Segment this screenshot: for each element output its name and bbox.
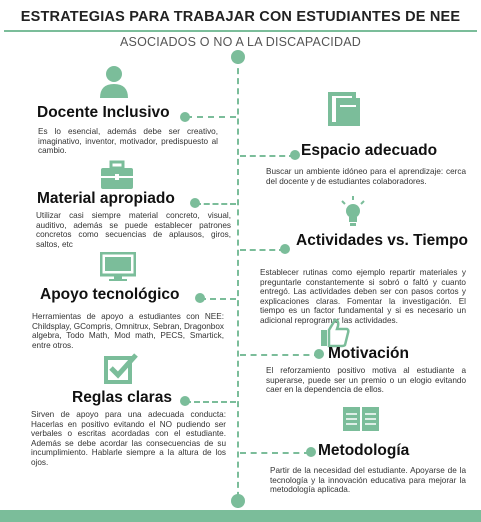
- desc-metodologia: Partir de la necesidad del estudiante. Apoyarse de la tecnología y la innovación educativa para mejorar la metodología aplicada.: [270, 466, 466, 494]
- heading-material-apropiado: Material apropiado: [37, 190, 175, 207]
- dot-docente: [180, 112, 190, 122]
- checkbox-icon: [104, 352, 138, 384]
- dot-material: [190, 198, 200, 208]
- desc-motivacion: El reforzamiento positivo motiva al estudiante a superarse, puede ser un premio o un elogio evitando caer en la dependencia de ellos.: [266, 366, 466, 394]
- page-subtitle: ASOCIADOS O NO A LA DISCAPACIDAD: [120, 35, 361, 49]
- page-title: ESTRATEGIAS PARA TRABAJAR CON ESTUDIANTES DE NEE: [20, 9, 461, 25]
- desc-material-apropiado: Utilizar casi siempre material concreto, visual, auditivo, además se puede establecer patrones concretos como secuencias de aplausos, giros, saltos, etc: [36, 211, 231, 249]
- thumbs-up-icon: [320, 318, 350, 348]
- title-underline: [4, 30, 477, 32]
- heading-reglas-claras: Reglas claras: [72, 389, 172, 406]
- open-book-icon: [342, 405, 380, 435]
- dot-reglas: [180, 396, 190, 406]
- timeline-line: [237, 58, 239, 508]
- heading-apoyo-tecnologico: Apoyo tecnológico: [40, 286, 180, 303]
- book-icon: [326, 92, 364, 128]
- heading-actividades-tiempo: Actividades vs. Tiempo: [296, 232, 468, 249]
- footer-bar: [0, 510, 481, 522]
- connector-espacio: [240, 155, 295, 157]
- heading-espacio-adecuado: Espacio adecuado: [301, 142, 438, 159]
- dot-motivacion: [314, 349, 324, 359]
- heading-metodologia: Metodología: [318, 442, 410, 459]
- desc-espacio-adecuado: Buscar un ambiente idóneo para el aprendizaje: cerca del docente y de estudiantes colaboradores.: [266, 167, 466, 186]
- connector-actividades: [240, 249, 285, 251]
- person-icon: [98, 64, 130, 98]
- timeline-bottom-dot: [231, 494, 245, 508]
- connector-docente: [186, 116, 236, 118]
- lightbulb-icon: [340, 196, 366, 228]
- connector-material: [195, 203, 236, 205]
- briefcase-icon: [100, 160, 134, 190]
- connector-apoyo: [200, 298, 236, 300]
- connector-metodologia: [240, 452, 310, 454]
- desc-docente-inclusivo: Es lo esencial, además debe ser creativo, imaginativo, inventor, motivador, predispuesto al cambio.: [38, 127, 218, 155]
- timeline-top-dot: [231, 50, 245, 64]
- heading-docente-inclusivo: Docente Inclusivo: [37, 104, 170, 121]
- dot-espacio: [290, 150, 300, 160]
- dot-apoyo: [195, 293, 205, 303]
- connector-reglas: [185, 401, 236, 403]
- heading-motivacion: Motivación: [328, 345, 409, 362]
- desc-apoyo-tecnologico: Herramientas de apoyo a estudiantes con NEE: Childsplay, GCompris, Omnitrux, Sebran, Dragonbox algebra, Todo Math, Mod math, PECS, Smartick, entre otros.: [32, 312, 224, 350]
- dot-actividades: [280, 244, 290, 254]
- dot-metodologia: [306, 447, 316, 457]
- connector-motivacion: [240, 354, 320, 356]
- desc-reglas-claras: Sirven de apoyo para una adecuada conducta: Hacerlas en positivo evitando el NO pudiendo ser verbales o escritas acordadas con el estudiante. Además se debe acordar las consecuencias de su incumplimiento. Hablarle siempre a la altura de los ojos.: [31, 410, 226, 467]
- monitor-icon: [100, 252, 136, 282]
- desc-actividades-tiempo: Establecer rutinas como ejemplo repartir materiales y preguntarle constantemente si sobró o faltó y cuanto entregó. Las actividades deben ser con pasos cortos y explicaciones claras. Fomentar la investigación. El tiempo es un factor fundamental y si es necesario un adicional reprogramar las actividades.: [260, 268, 466, 325]
